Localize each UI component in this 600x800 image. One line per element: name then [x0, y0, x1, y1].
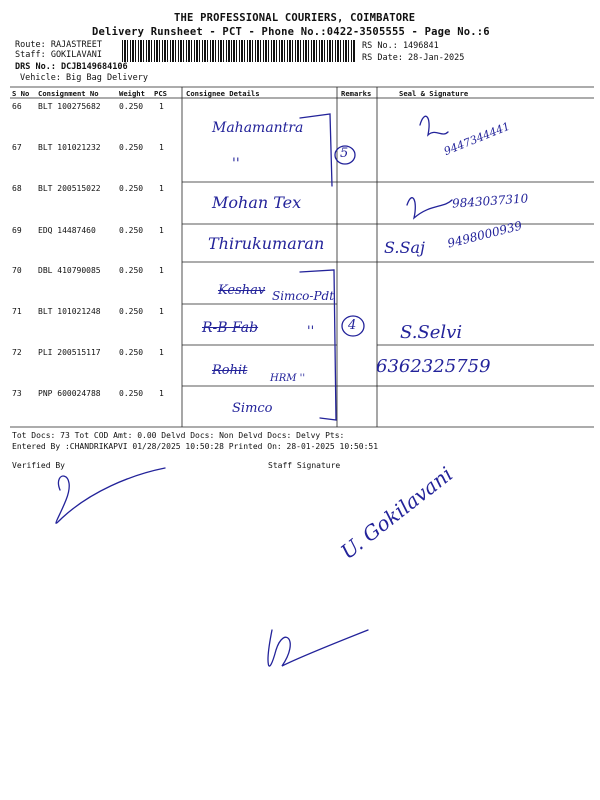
row-pcs: 1	[159, 266, 164, 275]
row-weight: 0.250	[119, 389, 144, 398]
handwriting-consignee-72b: HRM ''	[270, 373, 306, 384]
row-pcs: 1	[159, 184, 164, 193]
vehicle-label: Vehicle: Big Bag Delivery	[20, 73, 148, 83]
handwriting-consignee-71: R-B Fab	[202, 320, 259, 336]
row-weight: 0.250	[119, 348, 144, 357]
row-weight: 0.250	[119, 184, 144, 193]
drs-number: DRS No.: DCJB149684106	[15, 62, 128, 72]
row-weight: 0.250	[119, 102, 144, 111]
remark-count-5: 5	[340, 146, 349, 161]
handwriting-consignee-67: ''	[232, 156, 240, 172]
col-consignee: Consignee Details	[186, 89, 260, 98]
runsheet-subtitle: Delivery Runsheet - PCT - Phone No.:0422-3505555 - Page No.:6	[92, 26, 490, 38]
route-label: Route: RAJASTREET	[15, 40, 102, 50]
col-remarks: Remarks	[341, 89, 372, 98]
row-consignment: BLT 101021232	[38, 143, 101, 152]
row-weight: 0.250	[119, 266, 144, 275]
row-sno: 67	[12, 143, 22, 152]
signature-phone-68: 9843037310	[451, 191, 529, 211]
row-weight: 0.250	[119, 307, 144, 316]
row-sno: 70	[12, 266, 22, 275]
handwriting-consignee-68: Mohan Tex	[212, 193, 302, 212]
row-consignment: BLT 101021248	[38, 307, 101, 316]
footer-totals: Tot Docs: 73 Tot COD Amt: 0.00 Delvd Docs: Non Delvd Docs: Delvy Pts:	[12, 431, 345, 440]
row-weight: 0.250	[119, 143, 144, 152]
row-pcs: 1	[159, 102, 164, 111]
row-consignment: BLT 100275682	[38, 102, 101, 111]
row-consignment: DBL 410790085	[38, 266, 101, 275]
staff-signature-label: Staff Signature	[268, 461, 341, 470]
handwriting-consignee-72: Rohit	[212, 363, 248, 378]
handwriting-consignee-70b: Simco-Pdt	[272, 289, 335, 303]
row-sno: 72	[12, 348, 22, 357]
verified-by-label: Verified By	[12, 461, 65, 470]
row-pcs: 1	[159, 307, 164, 316]
row-pcs: 1	[159, 389, 164, 398]
rs-date: RS Date: 28-Jan-2025	[362, 53, 465, 63]
remark-count-4: 4	[348, 318, 357, 333]
row-consignment: PLI 200515117	[38, 348, 101, 357]
row-consignment: EDQ 14487460	[38, 226, 96, 235]
row-sno: 68	[12, 184, 22, 193]
row-sno: 73	[12, 389, 22, 398]
row-sno: 66	[12, 102, 22, 111]
handwriting-consignee-69: Thirukumaran	[208, 234, 325, 253]
staff-handwritten-signature: U. Gokilavani	[336, 461, 458, 564]
signature-phone-72: 6362325759	[376, 356, 491, 377]
row-consignment: BLT 200515022	[38, 184, 101, 193]
handwriting-consignee-70: Keshav	[218, 283, 266, 298]
signature-phone-69: 9498000939	[446, 218, 524, 251]
row-sno: 71	[12, 307, 22, 316]
company-title: THE PROFESSIONAL COURIERS, COIMBATORE	[174, 12, 416, 24]
handwriting-consignee-66: Mahamantra	[212, 120, 304, 136]
row-consignment: PNP 600024788	[38, 389, 101, 398]
row-sno: 69	[12, 226, 22, 235]
footer-entered-printed: Entered By :CHANDRIKAPVI 01/28/2025 10:50:28 Printed On: 28-01-2025 10:50:51	[12, 442, 379, 451]
row-pcs: 1	[159, 143, 164, 152]
row-pcs: 1	[159, 348, 164, 357]
rs-number: RS No.: 1496841	[362, 41, 439, 51]
signature-name-69: S.Saj	[384, 238, 425, 257]
col-pcs: PCS	[154, 89, 167, 98]
handwriting-consignee-71b: ''	[307, 324, 315, 339]
col-seal: Seal & Signature	[399, 89, 469, 98]
row-weight: 0.250	[119, 226, 144, 235]
signature-phone-67: 9447344441	[442, 119, 512, 159]
col-consignment: Consignment No	[38, 89, 99, 98]
handwriting-consignee-73: Simco	[232, 401, 273, 416]
signature-name-71: S.Selvi	[400, 322, 463, 343]
row-pcs: 1	[159, 226, 164, 235]
col-weight: Weight	[119, 89, 145, 98]
staff-label: Staff: GOKILAVANI	[15, 50, 102, 60]
col-sno: S No	[12, 89, 30, 98]
